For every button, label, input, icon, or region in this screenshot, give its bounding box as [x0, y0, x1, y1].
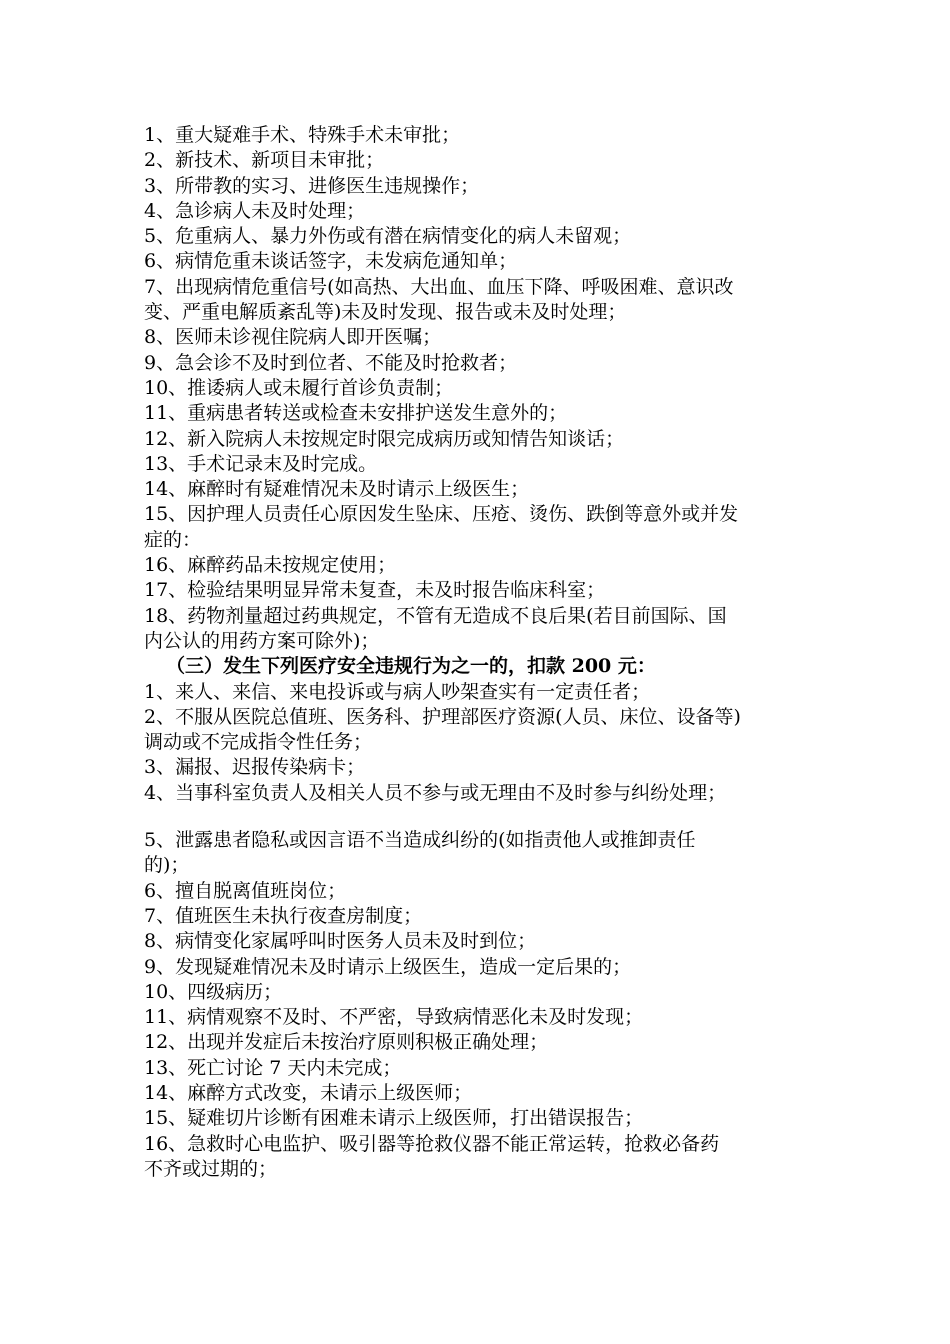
list-line: 5、泄露患者隐私或因言语不当造成纠纷的(如指责他人或推卸责任 — [144, 829, 696, 852]
list-line: 3、所带教的实习、进修医生违规操作； — [144, 174, 480, 197]
list-line: 1、重大疑难手术、特殊手术未审批； — [144, 124, 461, 146]
blank-line — [144, 806, 824, 828]
list-line: 10、四级病历； — [144, 980, 283, 1003]
list-line: 18、药物剂量超过药典规定，不管有无造成不良后果(若目前国际、国 — [144, 604, 727, 627]
list-line: 9、发现疑难情况未及时请示上级医生，造成一定后果的； — [144, 955, 632, 978]
list-line: 11、病情观察不及时、不严密，导致病情恶化未及时发现； — [144, 1006, 644, 1029]
list-line: 7、值班医生未执行夜查房制度； — [144, 904, 423, 927]
list-line: 1、来人、来信、来电投诉或与病人吵架查实有一定责任者； — [144, 680, 651, 703]
list-line: 13、死亡讨论 7 天内未完成； — [144, 1056, 402, 1079]
list-line: 症的： — [144, 528, 202, 551]
list-line: 内公认的用药方案可除外)； — [144, 629, 380, 652]
list-line: 6、病情危重未谈话签字，未发病危通知单； — [144, 250, 518, 273]
list-line: 11、重病患者转送或检查未安排护送发生意外的； — [144, 402, 568, 425]
list-line: 17、检验结果明显异常未复查，未及时报告临床科室； — [144, 579, 606, 602]
list-line: 9、急会诊不及时到位者、不能及时抢救者； — [144, 351, 518, 374]
list-line: 13、手术记录末及时完成。 — [144, 452, 378, 475]
list-line: 的)； — [144, 854, 190, 877]
list-line: 12、出现并发症后未按治疗原则积极正确处理； — [144, 1031, 549, 1054]
list-line: 调动或不完成指令性任务； — [144, 731, 373, 754]
violation-list-part-c — [144, 828, 824, 1182]
list-line: 16、急救时心电监护、吸引器等抢救仪器不能正常运转，抢救必备药 — [144, 1132, 720, 1155]
list-line: 2、新技术、新项目未审批； — [144, 149, 385, 172]
list-line: 5、危重病人、暴力外伤或有潜在病情变化的病人未留观； — [144, 225, 632, 248]
list-line: 7、出现病情危重信号(如高热、大出血、血压下降、呼吸困难、意识改 — [144, 275, 734, 298]
list-line: 不齐或过期的； — [144, 1157, 278, 1180]
list-line: 6、擅自脱离值班岗位； — [144, 879, 347, 902]
violation-list-part-b — [144, 680, 824, 806]
list-line: 15、因护理人员责任心原因发生坠床、压疮、烫伤、跌倒等意外或并发 — [144, 503, 739, 526]
list-line: 2、不服从医院总值班、医务科、护理部医疗资源(人员、床位、设备等) — [144, 705, 741, 728]
list-line: 4、急诊病人未及时处理； — [144, 199, 366, 222]
list-line: 15、疑难切片诊断有困难未请示上级医师，打出错误报告； — [144, 1107, 644, 1130]
list-line: 8、医师未诊视住院病人即开医嘱； — [144, 326, 442, 349]
list-line: 3、漏报、迟报传染病卡； — [144, 756, 366, 779]
violation-list-part-a — [144, 123, 824, 654]
list-line: 10、推诿病人或未履行首诊负责制； — [144, 376, 454, 399]
section-heading: （三）发生下列医疗安全违规行为之一的，扣款 200 元： — [166, 655, 656, 678]
list-line: 14、麻醉时有疑难情况未及时请示上级医生； — [144, 478, 530, 501]
list-line: 14、麻醉方式改变，未请示上级医师； — [144, 1081, 473, 1104]
list-line: 变、严重电解质紊乱等)未及时发现、报告或未及时处理； — [144, 301, 627, 324]
document-body — [144, 123, 824, 1182]
list-line: 4、当事科室负责人及相关人员不参与或无理由不及时参与纠纷处理； — [144, 781, 727, 804]
list-line: 8、病情变化家属呼叫时医务人员未及时到位； — [144, 930, 537, 953]
list-line: 16、麻醉药品未按规定使用； — [144, 554, 397, 577]
list-line: 12、新入院病人未按规定时限完成病历或知情告知谈话； — [144, 427, 625, 450]
